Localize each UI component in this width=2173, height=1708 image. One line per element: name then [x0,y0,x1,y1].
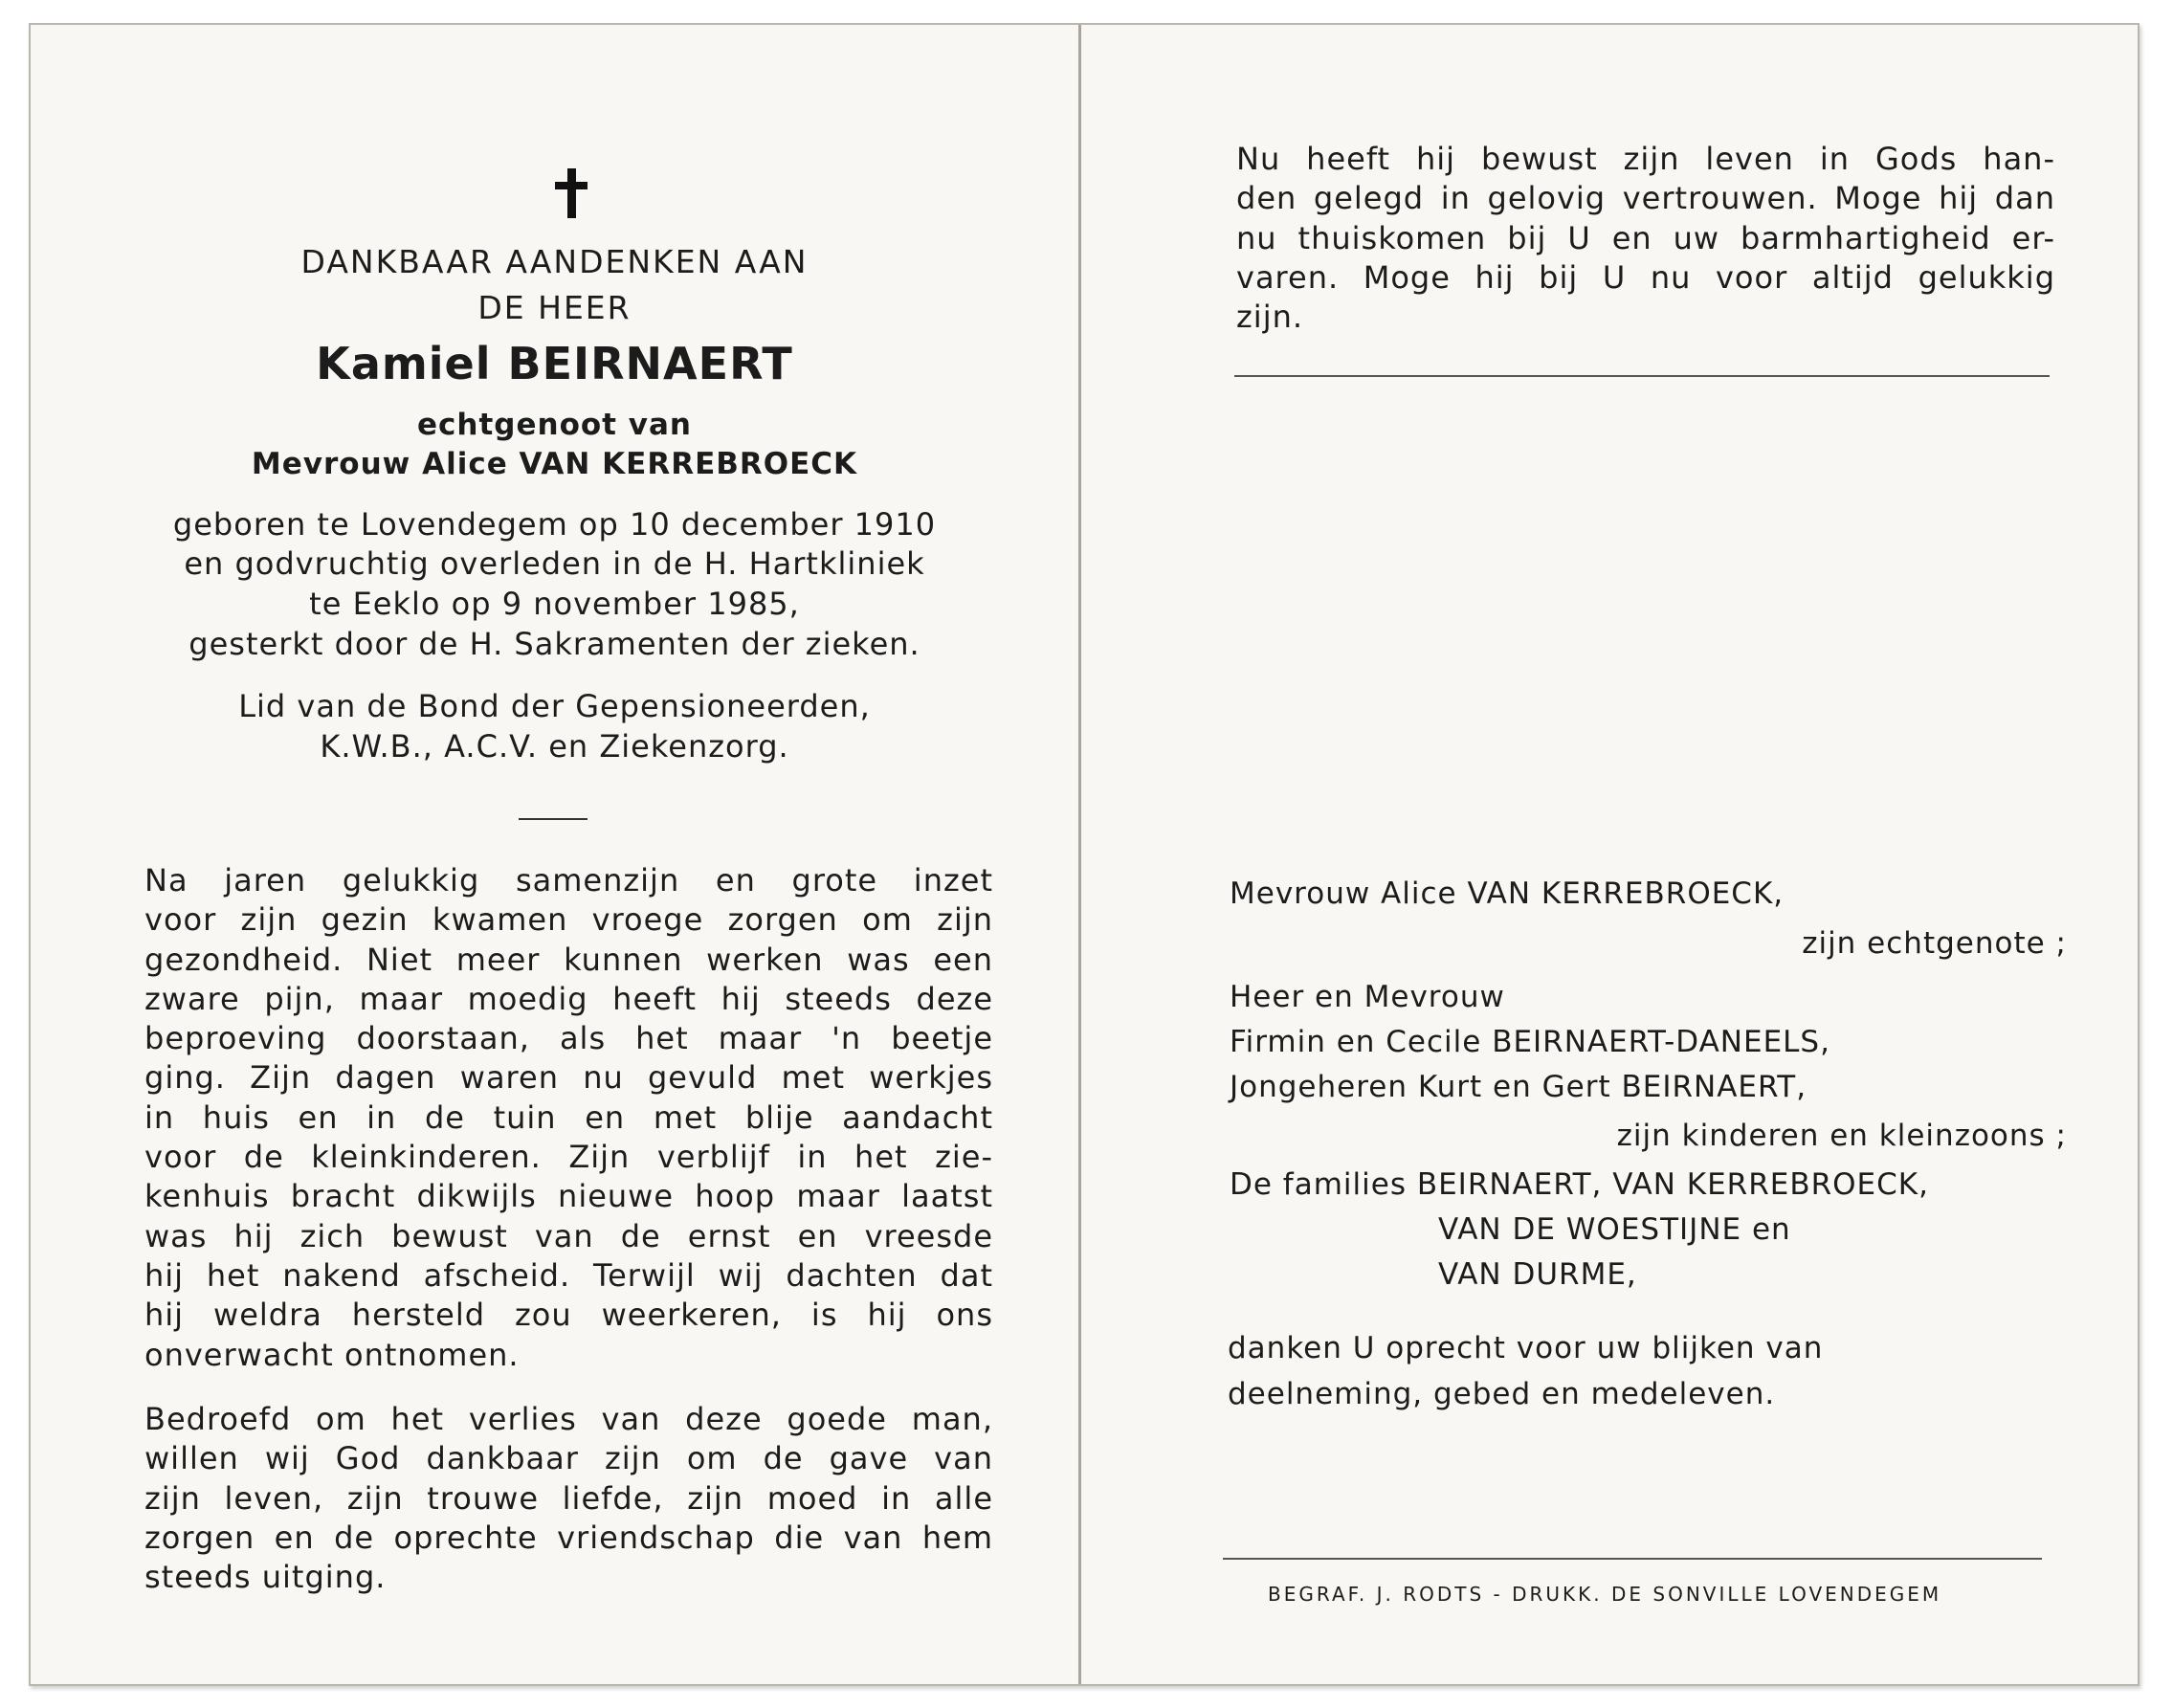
family-families-line: De families BEIRNAERT, VAN KERREBROECK, [1230,1167,1929,1202]
text-line: ging. Zijn dagen waren nu gevuld met werkjes [144,1059,993,1097]
life-line: te Eeklo op 9 november 1985, [309,586,800,622]
prayer-paragraph [1236,140,2055,337]
membership-line: K.W.B., A.C.V. en Ziekenzorg. [320,728,789,765]
text-line: beproeving doorstaan, als het maar 'n beetje [144,1020,993,1057]
family-children-line: Jongeheren Kurt en Gert BEIRNAERT, [1230,1070,1807,1104]
text-line: was hij zich bewust van de ernst en vreesde [144,1217,993,1254]
text-line: gezondheid. Niet meer kunnen werken was een [144,941,993,978]
life-line: geboren te Lovendegem op 10 december 1910 [172,506,937,543]
biography-paragraph [144,861,993,1375]
deceased-name: Kamiel BEIRNAERT [316,338,793,389]
spouse-intro: echtgenoot van [417,408,692,442]
thanks-line: danken U oprecht voor uw blijken van [1228,1331,1824,1365]
text-line: zorgen en de oprechte vriendschap die van hem [144,1519,993,1556]
text-line: hij het nakend afscheid. Terwijl wij dachten dat [144,1256,993,1294]
life-line: gesterkt door de H. Sakramenten der zieken. [188,626,920,662]
family-families-line: VAN DURME, [1438,1257,1637,1292]
thanks-line: deelneming, gebed en medeleven. [1228,1377,1776,1411]
spouse-name: Mevrouw Alice VAN KERREBROECK [251,447,858,481]
text-line: den gelegd in gelovig vertrouwen. Moge hij dan [1236,180,2055,217]
family-spouse-role: zijn echtgenote ; [1802,926,2067,961]
text-line: steeds uitging. [144,1559,387,1596]
family-children-line: Firmin en Cecile BEIRNAERT-DANEELS, [1230,1025,1830,1059]
text-line: voor zijn gezin kwamen vroege zorgen om zijn [144,901,993,939]
text-line: voor de kleinkinderen. Zijn verblijf in het zie- [144,1139,993,1176]
text-line: zijn leven, zijn trouwe liefde, zijn moed in alle [144,1479,993,1517]
separator-dash [519,818,588,820]
text-line: willen wij God dankbaar zijn om de gave van [144,1440,993,1477]
right-panel [1081,25,2141,1684]
text-line: kenhuis bracht dikwijls nieuwe hoop maar laatst [144,1178,993,1215]
cross-icon [555,168,588,218]
printer-credit: BEGRAF. J. RODTS - DRUKK. DE SONVILLE LOVENDEGEM [1268,1583,1942,1606]
text-line: Na jaren gelukkig samenzijn en grote inzet [144,862,993,898]
family-children-role: zijn kinderen en kleinzoons ; [1616,1119,2067,1153]
life-line: en godvruchtig overleden in de H. Hartkliniek [184,545,925,582]
text-line: hij weldra hersteld zou weerkeren, is hij ons [144,1297,993,1334]
heading-line-2: DE HEER [477,289,632,326]
heading-line-1: DANKBAAR AANDENKEN AAN [300,243,809,280]
text-line: Bedroefd om het verlies van deze goede man, [144,1401,993,1437]
membership-line: Lid van de Bond der Gepensioneerden, [238,688,871,724]
footer-divider [1223,1558,2042,1560]
divider-line [1234,375,2050,377]
text-line: nu thuiskomen bij U en uw barmhartigheid er- [1236,219,2055,256]
text-line: zijn. [1236,299,1304,336]
remembrance-paragraph [144,1400,993,1597]
text-line: varen. Moge hij bij U nu voor altijd gelukkig [1236,258,2055,296]
family-families-line: VAN DE WOESTIJNE en [1438,1212,1791,1247]
text-line: in huis en in de tuin en met blije aandacht [144,1098,993,1136]
text-line: Nu heeft hij bewust zijn leven in Gods han- [1236,141,2055,177]
text-line: onverwacht ontnomen. [144,1336,520,1373]
family-spouse: Mevrouw Alice VAN KERREBROECK, [1230,876,1785,911]
family-children-line: Heer en Mevrouw [1230,980,1505,1014]
memorial-card [29,23,2140,1686]
left-panel [31,25,1078,1684]
text-line: zware pijn, maar moedig heeft hij steeds deze [144,980,993,1017]
